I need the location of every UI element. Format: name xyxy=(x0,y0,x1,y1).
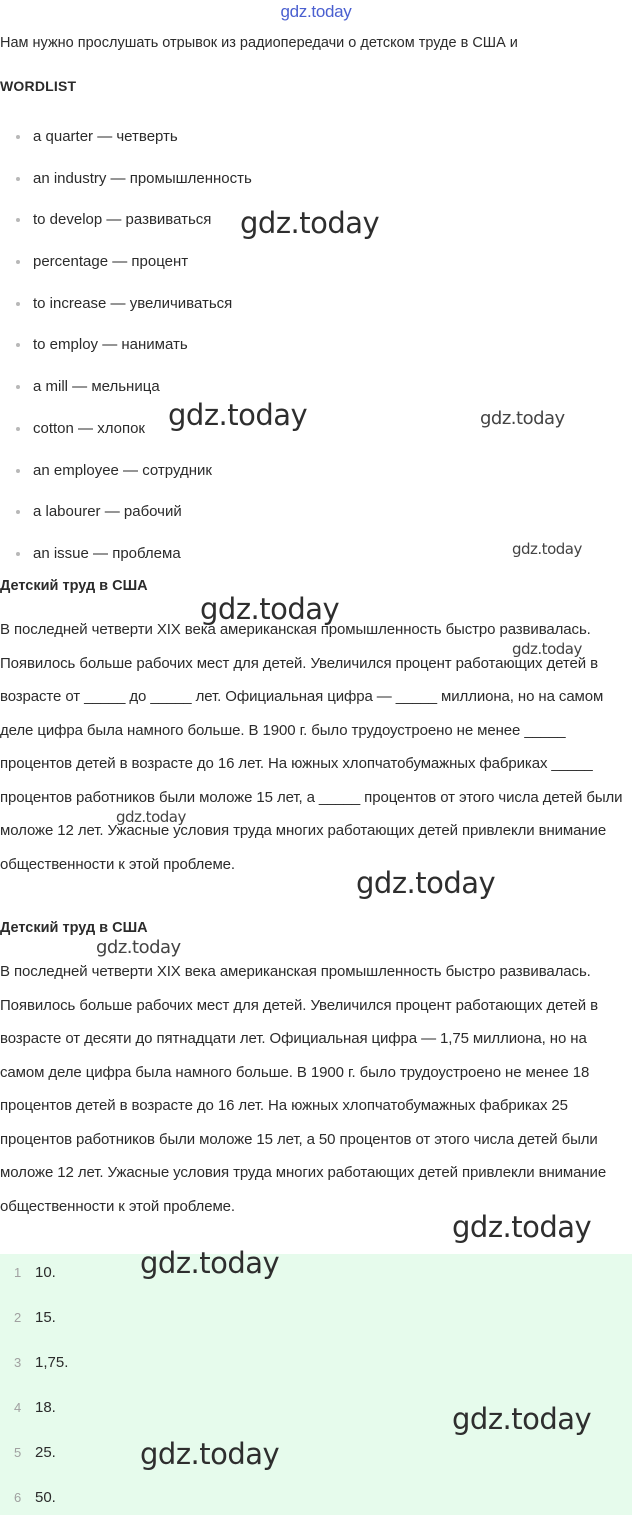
watermark: gdz.today xyxy=(140,1437,280,1471)
wordlist-item: a quarter — четверть xyxy=(0,116,252,158)
answer-item: 2 15. xyxy=(14,1309,56,1326)
wordlist-item: an issue — проблема xyxy=(0,533,252,575)
bullet-icon xyxy=(16,177,20,181)
wordlist-item: percentage — процент xyxy=(0,241,252,283)
watermark: gdz.today xyxy=(452,1210,592,1244)
answer-item: 4 18. xyxy=(14,1399,56,1416)
bullet-icon xyxy=(16,218,20,222)
intro-text: Нам нужно прослушать отрывок из радиопередачи о детском труде в США и xyxy=(0,35,518,51)
bullet-icon xyxy=(16,510,20,514)
site-logo[interactable]: gdz.today xyxy=(280,2,352,21)
bullet-icon xyxy=(16,343,20,347)
watermark: gdz.today xyxy=(512,640,582,658)
bullet-icon xyxy=(16,427,20,431)
bullet-icon xyxy=(16,385,20,389)
answer-item: 6 50. xyxy=(14,1489,56,1506)
watermark: gdz.today xyxy=(200,592,340,626)
wordlist-item: a mill — мельница xyxy=(0,366,252,408)
watermark: gdz.today xyxy=(116,808,186,826)
wordlist-item: an industry — промышленность xyxy=(0,158,252,200)
exercise-text: В последней четверти XIX века американская промышленность быстро развивалась. Появилось больше рабочих мест для детей. Увеличился процент работающих детей в возрасте от _____ до _____ лет. Официальная цифра — _____ миллиона, но на самом деле цифра была намного больше. В 1900 г. было трудоустроено не менее _____ процентов детей в возрасте до 16 лет. На южных хлопчатобумажных фабриках _____ процентов работников были моложе 15 лет, а _____ процентов от этого числа детей были моложе 12 лет. Ужасные условия труда многих работающих детей привлекли внимание общественности к этой проблеме. xyxy=(0,621,623,873)
bullet-icon xyxy=(16,552,20,556)
bullet-icon xyxy=(16,302,20,306)
wordlist-heading: WORDLIST xyxy=(0,78,77,94)
watermark: gdz.today xyxy=(240,206,380,240)
exercise-title: Детский труд в США xyxy=(0,578,148,594)
wordlist-item: to develop — развиваться xyxy=(0,199,252,241)
answers-list xyxy=(0,1254,68,1524)
bullet-icon xyxy=(16,260,20,264)
wordlist-item: an employee — сотрудник xyxy=(0,450,252,492)
wordlist-item: a labourer — рабочий xyxy=(0,491,252,533)
watermark: gdz.today xyxy=(512,540,582,558)
wordlist-item: to employ — нанимать xyxy=(0,324,252,366)
watermark: gdz.today xyxy=(96,937,181,958)
watermark: gdz.today xyxy=(480,408,565,429)
watermark: gdz.today xyxy=(168,398,308,432)
bullet-icon xyxy=(16,135,20,139)
watermark: gdz.today xyxy=(452,1402,592,1436)
answer-item: 1 10. xyxy=(14,1264,56,1281)
completed-text: В последней четверти XIX века американская промышленность быстро развивалась. Появилось больше рабочих мест для детей. Увеличился процент работающих детей в возрасте от десяти до пятнадцати лет. Официальная цифра — 1,75 миллиона, но на самом деле цифра была намного больше. В 1900 г. было трудоустроено не менее 18 процентов детей в возрасте до 16 лет. На южных хлопчатобумажных фабриках 25 процентов работников были моложе 15 лет, а 50 процентов от этого числа детей были моложе 12 лет. Ужасные условия труда многих работающих детей привлекли внимание общественности к этой проблеме. xyxy=(0,963,607,1215)
wordlist-item: cotton — хлопок xyxy=(0,408,252,450)
completed-title: Детский труд в США xyxy=(0,920,148,936)
watermark: gdz.today xyxy=(140,1246,280,1280)
wordlist-item: to increase — увеличиваться xyxy=(0,283,252,325)
wordlist xyxy=(0,116,252,575)
watermark: gdz.today xyxy=(356,866,496,900)
answers-block xyxy=(0,1254,632,1515)
answer-item: 5 25. xyxy=(14,1444,56,1461)
answer-item: 3 1,75. xyxy=(14,1354,69,1371)
bullet-icon xyxy=(16,469,20,473)
